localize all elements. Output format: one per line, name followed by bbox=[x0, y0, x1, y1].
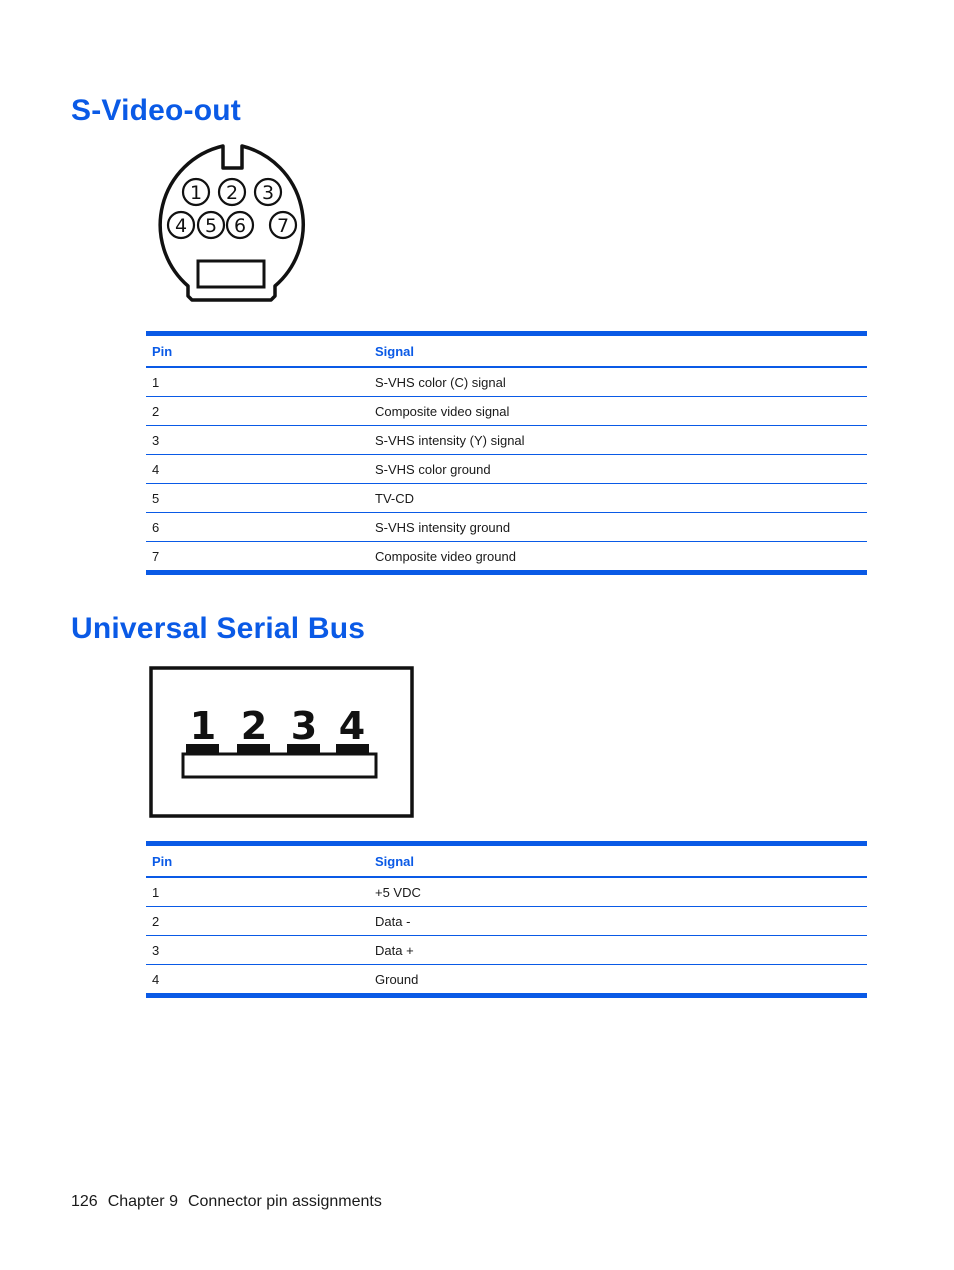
pin-cell: 2 bbox=[146, 397, 369, 426]
signal-cell: +5 VDC bbox=[369, 877, 867, 907]
table-header-row bbox=[146, 844, 867, 878]
usb-pin-3: 3 bbox=[290, 704, 318, 748]
signal-cell: S-VHS intensity (Y) signal bbox=[369, 426, 867, 455]
table-row bbox=[146, 907, 867, 936]
signal-column-header: Signal bbox=[369, 334, 867, 368]
signal-column-header: Signal bbox=[369, 844, 867, 878]
table-row bbox=[146, 426, 867, 455]
svideo-connector-diagram bbox=[145, 140, 320, 312]
svideo-pin-4 bbox=[168, 212, 194, 238]
signal-cell: Ground bbox=[375, 971, 419, 987]
table-row bbox=[146, 455, 867, 484]
svideo-pin-6 bbox=[227, 212, 253, 238]
signal-cell: Data + bbox=[369, 936, 867, 965]
pin-column-header: Pin bbox=[146, 334, 369, 368]
svideo-section-title: S-Video-out bbox=[71, 94, 241, 127]
svg-text:2: 2 bbox=[225, 182, 239, 204]
page-footer bbox=[71, 1193, 392, 1211]
usb-pin-table bbox=[146, 841, 867, 998]
pin-cell: 7 bbox=[152, 548, 160, 564]
pin-cell: 2 bbox=[146, 907, 369, 936]
svideo-pin-5 bbox=[198, 212, 224, 238]
pin-cell: 3 bbox=[146, 936, 369, 965]
signal-cell: Composite video ground bbox=[375, 548, 516, 564]
page-number: 126 bbox=[71, 1193, 98, 1210]
pin-cell: 4 bbox=[152, 971, 160, 987]
svg-text:7: 7 bbox=[276, 215, 290, 237]
svideo-pin-3 bbox=[255, 179, 281, 205]
table-row bbox=[146, 367, 867, 397]
table-row bbox=[146, 542, 867, 573]
svg-text:3: 3 bbox=[261, 182, 275, 204]
chapter-title: Connector pin assignments bbox=[187, 1193, 382, 1210]
svideo-pin-2 bbox=[219, 179, 245, 205]
chapter-label: Chapter 9 bbox=[107, 1193, 178, 1210]
svg-text:5: 5 bbox=[204, 215, 218, 237]
usb-connector-diagram bbox=[146, 664, 416, 820]
pin-cell: 1 bbox=[146, 367, 369, 397]
pin-cell: 5 bbox=[146, 484, 369, 513]
table-row bbox=[146, 484, 867, 513]
table-row bbox=[146, 877, 867, 907]
signal-cell: S-VHS intensity ground bbox=[369, 513, 867, 542]
signal-cell: S-VHS color ground bbox=[369, 455, 867, 484]
svg-text:6: 6 bbox=[233, 215, 247, 237]
svideo-pin-7 bbox=[270, 212, 296, 238]
signal-cell: Data - bbox=[369, 907, 867, 936]
usb-section-title: Universal Serial Bus bbox=[71, 612, 366, 645]
table-row bbox=[146, 965, 867, 996]
signal-cell: S-VHS color (C) signal bbox=[369, 367, 867, 397]
pin-cell: 1 bbox=[146, 877, 369, 907]
pin-cell: 3 bbox=[146, 426, 369, 455]
table-row bbox=[146, 513, 867, 542]
signal-cell: TV-CD bbox=[369, 484, 867, 513]
svg-text:1: 1 bbox=[189, 182, 203, 204]
pin-column-header: Pin bbox=[146, 844, 369, 878]
table-row bbox=[146, 936, 867, 965]
pin-cell: 6 bbox=[146, 513, 369, 542]
svideo-pin-table bbox=[146, 331, 867, 575]
signal-cell: Composite video signal bbox=[369, 397, 867, 426]
usb-pin-4: 4 bbox=[338, 704, 366, 748]
table-header-row bbox=[146, 334, 867, 368]
usb-pin-2: 2 bbox=[240, 704, 268, 748]
usb-pin-1: 1 bbox=[189, 704, 217, 748]
svideo-pin-1 bbox=[183, 179, 209, 205]
svg-text:4: 4 bbox=[174, 215, 188, 237]
table-row bbox=[146, 397, 867, 426]
pin-cell: 4 bbox=[146, 455, 369, 484]
